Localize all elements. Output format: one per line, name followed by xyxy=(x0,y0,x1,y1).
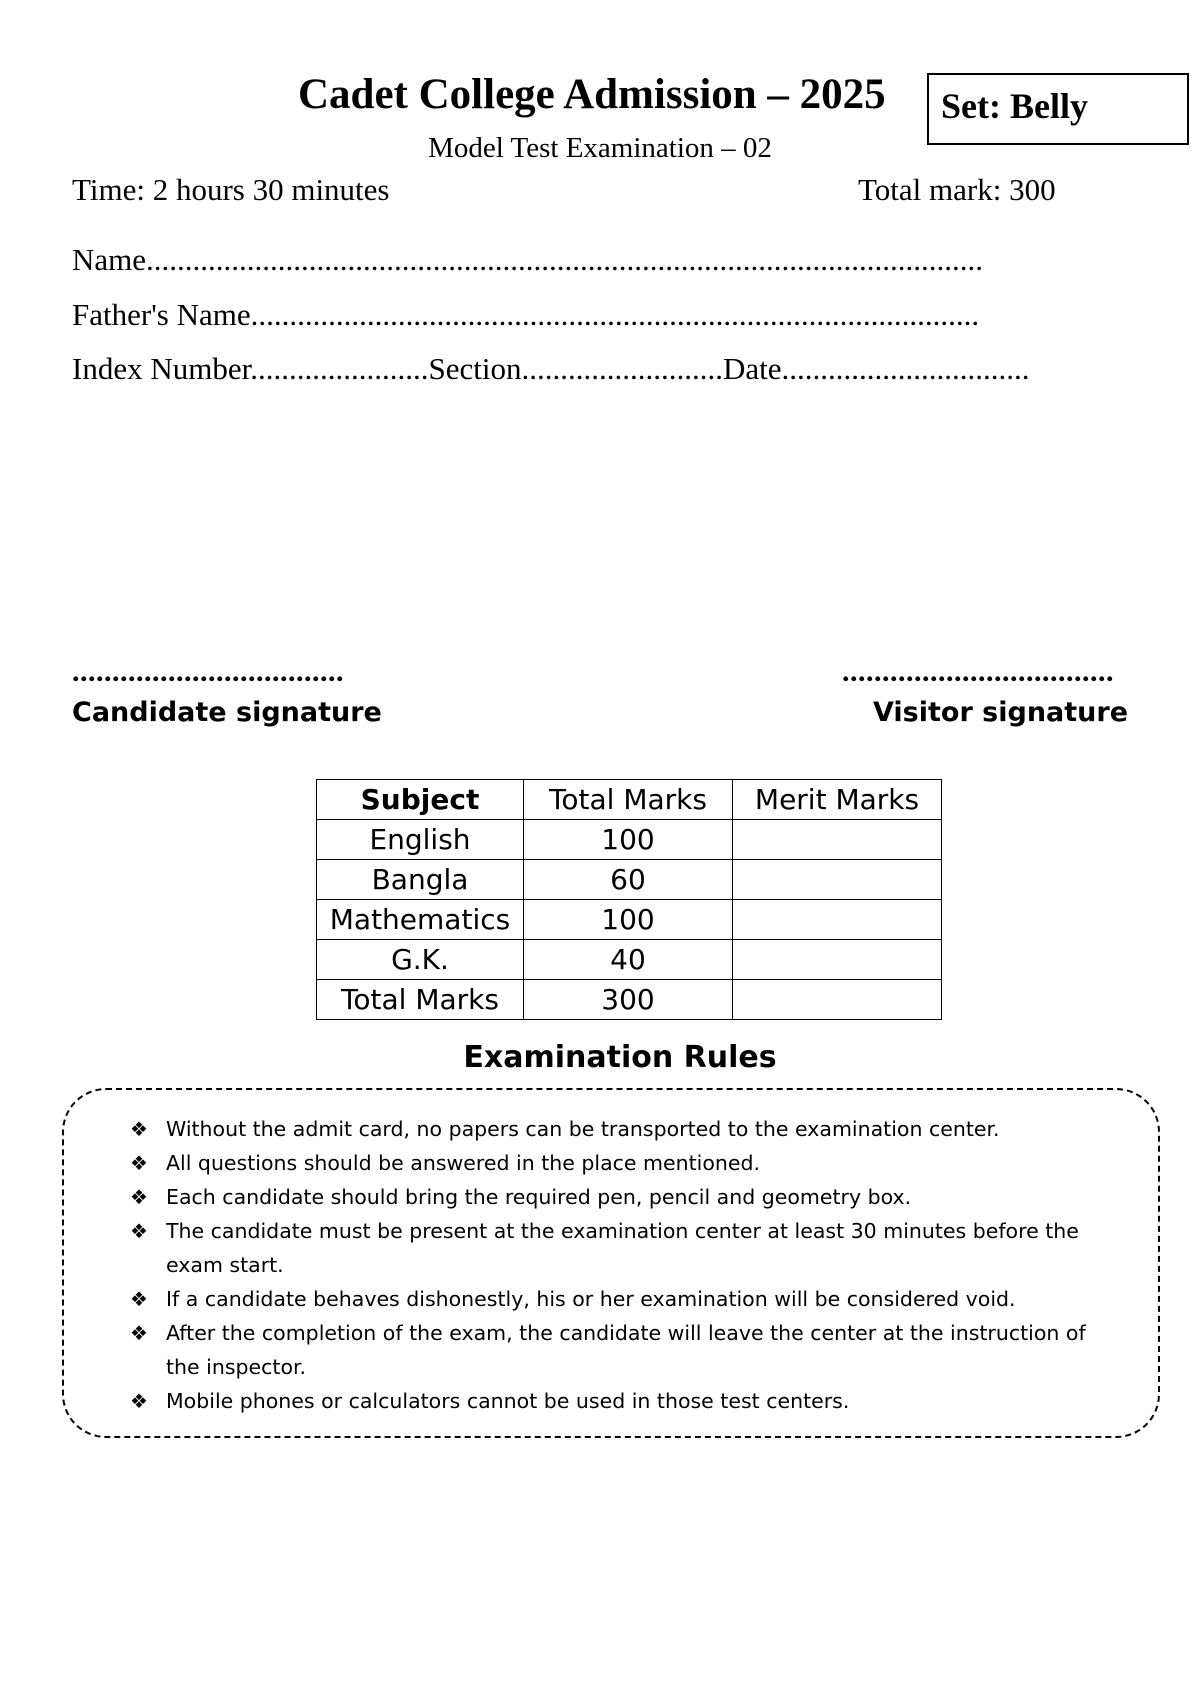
total-marks-cell: 60 xyxy=(524,860,733,900)
list-item xyxy=(130,1214,1110,1282)
document-title: Cadet College Admission – 2025 xyxy=(298,71,886,118)
header-subject: Subject xyxy=(317,780,524,820)
marks-table xyxy=(316,779,942,1020)
total-marks-cell: 300 xyxy=(524,980,733,1020)
rule-text: Each candidate should bring the required pen, pencil and geometry box. xyxy=(166,1185,912,1209)
total-marks-cell: 100 xyxy=(524,900,733,940)
diamond-bullet-icon: ❖ xyxy=(130,1151,148,1175)
list-item xyxy=(130,1282,1110,1316)
table-row xyxy=(317,940,942,980)
total-marks-cell: 40 xyxy=(524,940,733,980)
list-item xyxy=(130,1384,1110,1418)
list-item xyxy=(130,1316,1110,1384)
total-mark: Total mark: 300 xyxy=(858,172,1056,207)
subject-cell: G.K. xyxy=(317,940,524,980)
merit-marks-cell xyxy=(733,940,942,980)
rules-list xyxy=(130,1112,1110,1418)
merit-marks-cell xyxy=(733,900,942,940)
subject-cell: Total Marks xyxy=(317,980,524,1020)
visitor-signature-line: .................................. xyxy=(842,655,1114,688)
table-row xyxy=(317,860,942,900)
rule-text: After the completion of the exam, the candidate will leave the center at the instruction of the inspector. xyxy=(166,1321,1086,1379)
rule-text: The candidate must be present at the examination center at least 30 minutes before the exam start. xyxy=(166,1219,1079,1277)
candidate-signature-line: .................................. xyxy=(72,655,344,688)
subject-cell: Bangla xyxy=(317,860,524,900)
set-label: Set: Belly xyxy=(941,86,1088,126)
rule-text: Without the admit card, no papers can be transported to the examination center. xyxy=(166,1117,1000,1141)
subject-cell: Mathematics xyxy=(317,900,524,940)
merit-marks-cell xyxy=(733,980,942,1020)
table-row xyxy=(317,980,942,1020)
rule-text: Mobile phones or calculators cannot be used in those test centers. xyxy=(166,1389,850,1413)
diamond-bullet-icon: ❖ xyxy=(130,1321,148,1345)
table-row xyxy=(317,900,942,940)
rule-text: All questions should be answered in the place mentioned. xyxy=(166,1151,761,1175)
fathers-name-field: Father's Name.............................................................................................. xyxy=(72,297,980,332)
table-header-row xyxy=(317,780,942,820)
diamond-bullet-icon: ❖ xyxy=(130,1219,148,1243)
total-marks-cell: 100 xyxy=(524,820,733,860)
list-item xyxy=(130,1146,1110,1180)
diamond-bullet-icon: ❖ xyxy=(130,1117,148,1141)
diamond-bullet-icon: ❖ xyxy=(130,1185,148,1209)
diamond-bullet-icon: ❖ xyxy=(130,1389,148,1413)
time-allowed: Time: 2 hours 30 minutes xyxy=(72,172,390,207)
exam-subtitle: Model Test Examination – 02 xyxy=(428,132,772,164)
list-item xyxy=(130,1180,1110,1214)
rule-text: If a candidate behaves dishonestly, his or her examination will be considered void. xyxy=(166,1287,1016,1311)
header-total-marks: Total Marks xyxy=(524,780,733,820)
visitor-signature-label: Visitor signature xyxy=(873,697,1129,728)
candidate-signature-label: Candidate signature xyxy=(72,697,382,728)
rules-title: Examination Rules xyxy=(463,1040,777,1075)
header-merit-marks: Merit Marks xyxy=(733,780,942,820)
table-row xyxy=(317,820,942,860)
merit-marks-cell xyxy=(733,860,942,900)
diamond-bullet-icon: ❖ xyxy=(130,1287,148,1311)
subject-cell: English xyxy=(317,820,524,860)
merit-marks-cell xyxy=(733,820,942,860)
index-section-date-field: Index Number.......................Section..........................Date................................ xyxy=(72,351,1030,386)
name-field: Name............................................................................................................ xyxy=(72,242,984,277)
list-item xyxy=(130,1112,1110,1146)
